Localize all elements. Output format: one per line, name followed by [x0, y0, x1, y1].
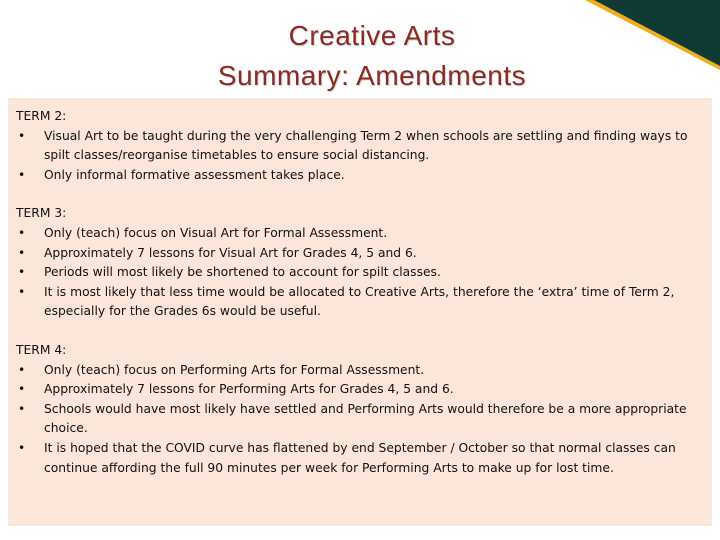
item-text: Schools would have most likely have settled and Performing Arts would therefore be a more appropriate choice.	[44, 401, 687, 436]
list-item	[16, 439, 704, 478]
term-4-heading: TERM 4:	[16, 342, 67, 357]
term-2-heading: TERM 2:	[16, 109, 67, 123]
slide-title: Creative Arts	[288, 20, 456, 51]
list-item	[16, 166, 704, 186]
item-text: Approximately 7 lessons for Performing Arts for Grades 4, 5 and 6.	[44, 382, 454, 397]
item-text: Only (teach) focus on	[44, 362, 181, 377]
list-item	[16, 244, 704, 264]
term-4-section	[16, 341, 704, 478]
content-box	[8, 98, 712, 526]
list-item	[16, 127, 704, 166]
bullet-icon: •	[18, 265, 26, 280]
item-text: Only (teach) focus on	[44, 225, 181, 240]
bullet-icon: •	[18, 284, 26, 299]
item-text-emphasis: Performing Arts for Formal Assessment.	[180, 362, 425, 377]
bullet-icon: •	[18, 362, 26, 377]
term-3-list	[16, 224, 704, 322]
bullet-icon: •	[18, 401, 26, 416]
slide-subtitle: Summary: Amendments	[217, 60, 527, 91]
term-2-list	[16, 127, 704, 186]
item-text: It is most likely that less time would be allocated to Creative Arts, therefore the ‘extra’ time of Term 2, especially for the Grades 6s would be useful.	[44, 284, 675, 319]
bullet-icon: •	[18, 245, 26, 260]
title-block	[0, 16, 720, 96]
list-item	[16, 361, 704, 381]
list-item	[16, 224, 704, 244]
bullet-icon: •	[18, 440, 26, 455]
item-text-emphasis: Visual Art for Formal Assessment.	[180, 225, 388, 240]
list-item	[16, 263, 704, 283]
bullet-icon: •	[18, 128, 26, 143]
term-3-heading: TERM 3:	[16, 206, 67, 221]
term-3-section	[16, 204, 704, 322]
list-item	[16, 400, 704, 439]
list-item	[16, 283, 704, 322]
bullet-icon: •	[18, 167, 26, 182]
bullet-icon: •	[18, 225, 26, 240]
list-item	[16, 380, 704, 400]
item-text: Approximately 7 lessons for Visual Art for Grades 4, 5 and 6.	[44, 245, 417, 260]
item-text: Visual Art to be taught during the very challenging Term 2 when schools are settling and finding ways to spilt classes/reorganise timetables to ensure social distancing.	[44, 128, 688, 163]
term-4-list	[16, 361, 704, 479]
term-2-section	[16, 107, 704, 185]
bullet-icon: •	[18, 382, 26, 397]
item-text: It is hoped that the COVID curve has flattened by end September / October so that normal classes can continue affording the full 90 minutes per week for Performing Arts to make up for lost time.	[44, 440, 676, 475]
item-text: Only informal formative assessment takes place.	[44, 167, 345, 182]
item-text: Periods will most likely be shortened to account for spilt classes.	[44, 265, 441, 280]
